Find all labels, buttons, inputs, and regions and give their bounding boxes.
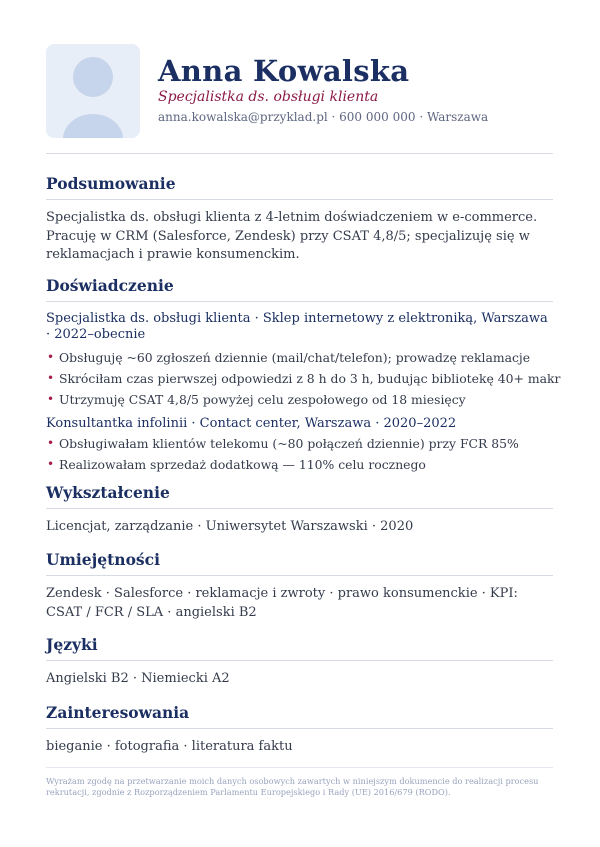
bullet-dot-icon: • [47, 436, 55, 450]
job-bullet [46, 347, 553, 368]
bullet-dot-icon: • [47, 350, 55, 364]
languages-heading: Języki [46, 635, 553, 661]
job-entry [46, 311, 561, 410]
job-entry [46, 416, 553, 475]
job-title: Specjalistka ds. obsługi klienta · Sklep internetowy z elektroniką, Warszawa · 2022–obecnie [46, 311, 548, 342]
education-section [46, 483, 553, 537]
summary-text: Specjalistka ds. obsługi klienta z 4-letnim doświadczeniem w e-commerce. Pracuję w CRM (Salesforce, Zendesk) przy CSAT 4,8/5; specjalizuję się w reklamacjach i prawie konsumenckim. [46, 210, 538, 262]
avatar-placeholder-icon [46, 44, 140, 138]
candidate-role: Specjalistka ds. obsługi klienta [158, 89, 379, 105]
interests-heading: Zainteresowania [46, 703, 553, 729]
job-bullets [46, 433, 553, 475]
education-text: Licencjat, zarządzanie · Uniwersytet Warszawski · 2020 [46, 519, 414, 534]
job-bullet-text: Obsługuję ~60 zgłoszeń dziennie (mail/chat/telefon); prowadzę reklamacje [59, 350, 531, 365]
job-bullets [46, 347, 561, 410]
summary-section [46, 174, 553, 265]
avatar-head-shape [73, 57, 113, 97]
experience-heading: Doświadczenie [46, 276, 553, 302]
job-bullet [46, 454, 553, 475]
bullet-dot-icon: • [47, 371, 55, 385]
interests-section [46, 703, 553, 757]
skills-text: Zendesk · Salesforce · reklamacje i zwroty · prawo konsumenckie · KPI: CSAT / FCR / SLA · angielski B2 [46, 586, 518, 620]
skills-section [46, 550, 553, 622]
avatar-body-shape [63, 114, 123, 138]
job-title: Konsultantka infolinii · Contact center, Warszawa · 2020–2022 [46, 416, 457, 431]
job-bullet-text: Realizowałam sprzedaż dodatkową — 110% celu rocznego [59, 457, 426, 472]
skills-heading: Umiejętności [46, 550, 553, 576]
job-bullet [46, 433, 553, 454]
bullet-dot-icon: • [47, 392, 55, 406]
header-divider [46, 153, 553, 154]
experience-section [46, 276, 561, 475]
job-bullet [46, 389, 553, 410]
languages-section [46, 635, 553, 689]
bullet-dot-icon: • [47, 457, 55, 471]
contact-line: anna.kowalska@przyklad.pl · 600 000 000 · Warszawa [158, 110, 489, 124]
education-heading: Wykształcenie [46, 483, 553, 509]
languages-text: Angielski B2 · Niemiecki A2 [46, 671, 230, 686]
rodo-consent-clause: Wyrażam zgodę na przetwarzanie moich danych osobowych zawartych w niniejszym dokumencie do realizacji procesu rekrutacji, zgodnie z Rozporządzeniem Parlamentu Europejskiego i Rady (UE) 2016/679 (RODO). [46, 767, 553, 798]
job-bullet [46, 368, 561, 389]
summary-heading: Podsumowanie [46, 174, 553, 200]
job-bullet-text: Utrzymuję CSAT 4,8/5 powyżej celu zespołowego od 18 miesięcy [59, 392, 466, 407]
job-bullet-text: Obsługiwałam klientów telekomu (~80 połączeń dziennie) przy FCR 85% [59, 436, 519, 451]
job-bullet-text: Skróciłam czas pierwszej odpowiedzi z 8 h do 3 h, budując bibliotekę 40+ makr [59, 371, 561, 386]
interests-text: bieganie · fotografia · literatura faktu [46, 739, 293, 754]
candidate-name: Anna Kowalska [158, 54, 410, 88]
